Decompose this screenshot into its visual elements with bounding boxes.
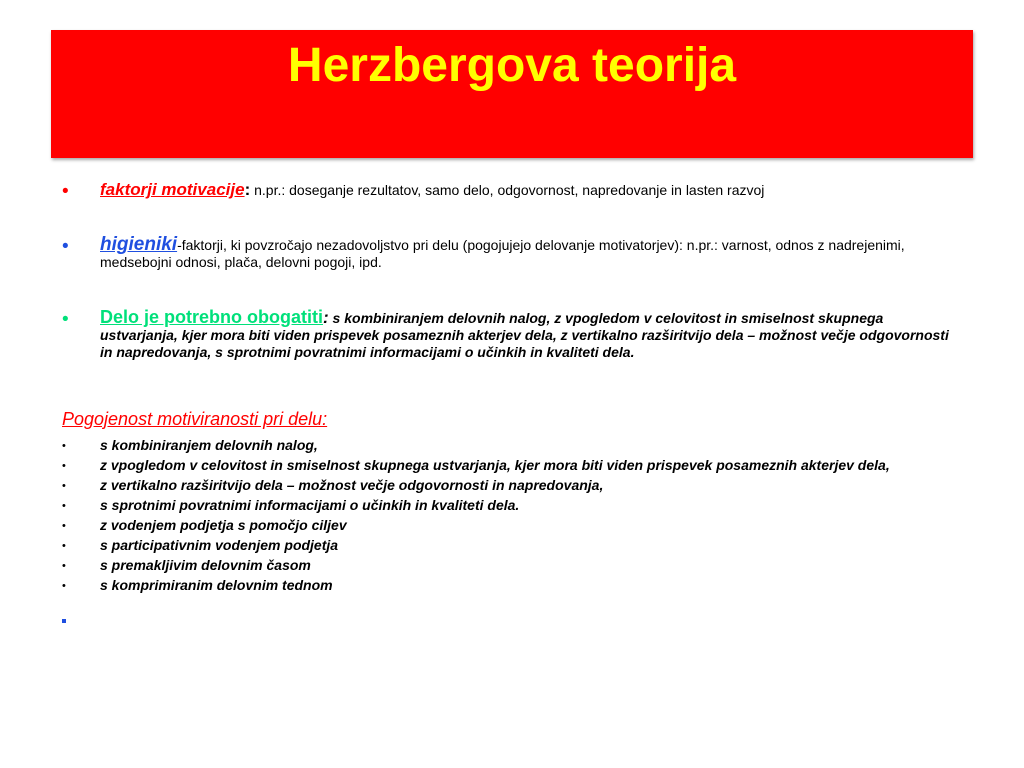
bullet-hygiene-factors <box>62 236 962 271</box>
list-marker: • <box>62 480 66 492</box>
section-heading: Pogojenost motiviranosti pri delu: <box>62 409 328 429</box>
list-marker: • <box>62 440 66 452</box>
list-item-text: z vertikalno razširitvijo dela – možnost večje odgovornosti in napredovanja, <box>100 477 604 493</box>
keyword-hygiene-factors: higieniki <box>100 234 178 255</box>
list-item <box>62 438 972 453</box>
bullet-text: s kombiniranjem delovnih nalog, z vpogledom v celovitost in smiselnost skupnega ustvarjanja, kjer mora biti viden prispevek posameznih akterjev dela, z vertikalno razširitvijo dela – možnost večje odgovornosti in napredovanja, s sprotnimi povratnimi informacijami o učinkih in kvaliteti dela. <box>100 310 949 360</box>
list-item-text: s participativnim vodenjem podjetja <box>100 537 339 553</box>
list-marker: • <box>62 560 66 572</box>
list-item-text: z vodenjem podjetja s pomočjo ciljev <box>100 517 347 533</box>
list-item <box>62 498 972 513</box>
bullet-marker: • <box>62 181 69 202</box>
title-banner <box>51 30 973 158</box>
separator: : <box>323 308 329 327</box>
bullet-text: n.pr.: doseganje rezultatov, samo delo, odgovornost, napredovanje in lasten razvoj <box>250 182 765 198</box>
list-item <box>62 558 972 573</box>
bullet-text: -faktorji, ki povzročajo nezadovoljstvo pri delu (pogojujejo delovanje motivatorjev): n.pr.: varnost, odnos z nadrejenimi, medsebojni odnosi, plača, delovni pogoji, ipd. <box>100 237 905 270</box>
list-item <box>62 458 972 473</box>
bullet-marker: • <box>62 236 69 257</box>
list-item <box>62 478 972 493</box>
list-item <box>62 538 972 553</box>
bullet-motivation-factors <box>62 180 962 202</box>
list-item-text: s komprimiranim delovnim tednom <box>100 577 333 593</box>
keyword-motivation-factors: faktorji motivacije <box>100 180 245 199</box>
list-marker: • <box>62 580 66 592</box>
list-item <box>62 518 972 533</box>
list-marker: • <box>62 500 66 512</box>
list-marker: • <box>62 460 66 472</box>
bullet-job-enrichment <box>62 309 962 361</box>
list-marker: • <box>62 540 66 552</box>
list-marker: • <box>62 520 66 532</box>
list-item-text: s kombiniranjem delovnih nalog, <box>100 437 318 453</box>
list-item-text: s premakljivim delovnim časom <box>100 557 311 573</box>
list-item <box>62 578 972 593</box>
empty-bullet-marker <box>62 619 66 623</box>
keyword-job-enrichment: Delo je potrebno obogatiti <box>100 307 323 327</box>
conditions-list <box>62 438 972 598</box>
list-item-text: z vpogledom v celovitost in smiselnost skupnega ustvarjanja, kjer mora biti viden prispevek posameznih akterjev dela, <box>100 457 890 473</box>
separator: : <box>244 180 251 199</box>
list-item-text: s sprotnimi povratnimi informacijami o učinkih in kvaliteti dela. <box>100 497 520 513</box>
slide-title: Herzbergova teorija <box>287 39 737 92</box>
bullet-marker: • <box>62 309 69 330</box>
